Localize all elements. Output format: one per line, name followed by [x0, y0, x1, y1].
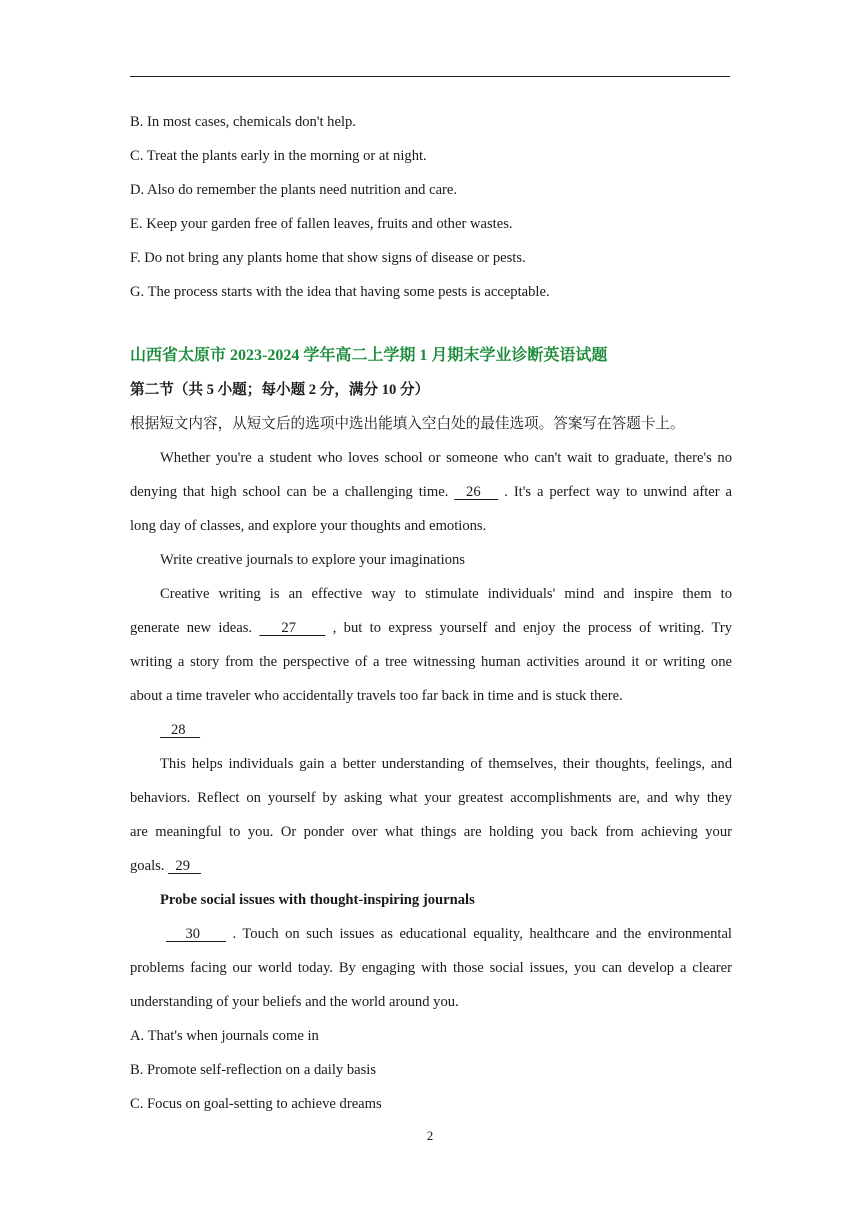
option-c: C. Focus on goal-setting to achieve dreams: [130, 1096, 382, 1112]
passage-line: Creative writing is an effective way to stimulate individuals' mind and inspire them to: [160, 586, 732, 602]
passage-line: [130, 618, 732, 638]
section-subtitle: 第二节（共 5 小题；每小题 2 分，满分 10 分）: [130, 382, 430, 398]
prev-option-f: F. Do not bring any plants home that show signs of disease or pests.: [130, 250, 526, 266]
passage-line: This helps individuals gain a better understanding of themselves, their thoughts, feelings, and: [160, 756, 732, 772]
prev-option-c: C. Treat the plants early in the morning or at night.: [130, 148, 427, 164]
passage-text: denying that high school can be a challenging time.: [130, 484, 455, 500]
page-number: 2: [426, 1128, 434, 1143]
passage-line: behaviors. Reflect on yourself by asking what your greatest accomplishments are, and why they: [130, 790, 732, 806]
passage-line: long day of classes, and explore your thoughts and emotions.: [130, 518, 487, 534]
passage-text: goals.: [130, 858, 169, 874]
prev-option-e: E. Keep your garden free of fallen leaves, fruits and other wastes.: [130, 216, 513, 232]
passage-text: , but to express yourself and enjoy the process of writing. Try: [325, 620, 732, 636]
passage-line: [130, 924, 732, 944]
blank-30: 30: [166, 926, 227, 942]
blank-26: 26: [454, 484, 499, 500]
passage-line: problems facing our world today. By engaging with those social issues, you can develop a clearer: [130, 960, 732, 976]
passage-heading: Probe social issues with thought-inspiring journals: [160, 892, 475, 908]
blank-28-line: [130, 720, 732, 740]
section-instruction: 根据短文内容，从短文后的选项中选出能填入空白处的最佳选项。答案写在答题卡上。: [130, 416, 685, 432]
header-rule: [130, 76, 730, 77]
blank-28: 28: [160, 722, 201, 738]
passage-line: writing a story from the perspective of a tree witnessing human activities around it or writing one: [130, 654, 732, 670]
passage-heading: Write creative journals to explore your imaginations: [160, 552, 465, 568]
blank-27: 27: [259, 620, 326, 636]
passage-text: generate new ideas.: [130, 620, 260, 636]
passage-line: [130, 482, 732, 502]
passage-line: understanding of your beliefs and the world around you.: [130, 994, 459, 1010]
section-title: 山西省太原市 2023-2024 学年高二上学期 1 月期末学业诊断英语试题: [130, 347, 608, 364]
prev-option-b: B. In most cases, chemicals don't help.: [130, 114, 356, 130]
passage-line: Whether you're a student who loves school or someone who can't wait to graduate, there's no: [160, 450, 732, 466]
passage-line: about a time traveler who accidentally travels too far back in time and is stuck there.: [130, 688, 623, 704]
option-b: B. Promote self-reflection on a daily basis: [130, 1062, 377, 1078]
option-a: A. That's when journals come in: [130, 1028, 319, 1044]
prev-option-d: D. Also do remember the plants need nutrition and care.: [130, 182, 458, 198]
passage-text: . Touch on such issues as educational equality, healthcare and the environmental: [226, 926, 732, 942]
prev-option-g: G. The process starts with the idea that having some pests is acceptable.: [130, 284, 550, 300]
passage-text: . It's a perfect way to unwind after a: [498, 484, 732, 500]
passage-line: [130, 856, 732, 876]
blank-29: 29: [168, 858, 201, 874]
passage-line: are meaningful to you. Or ponder over what things are holding you back from achieving your: [130, 824, 732, 840]
